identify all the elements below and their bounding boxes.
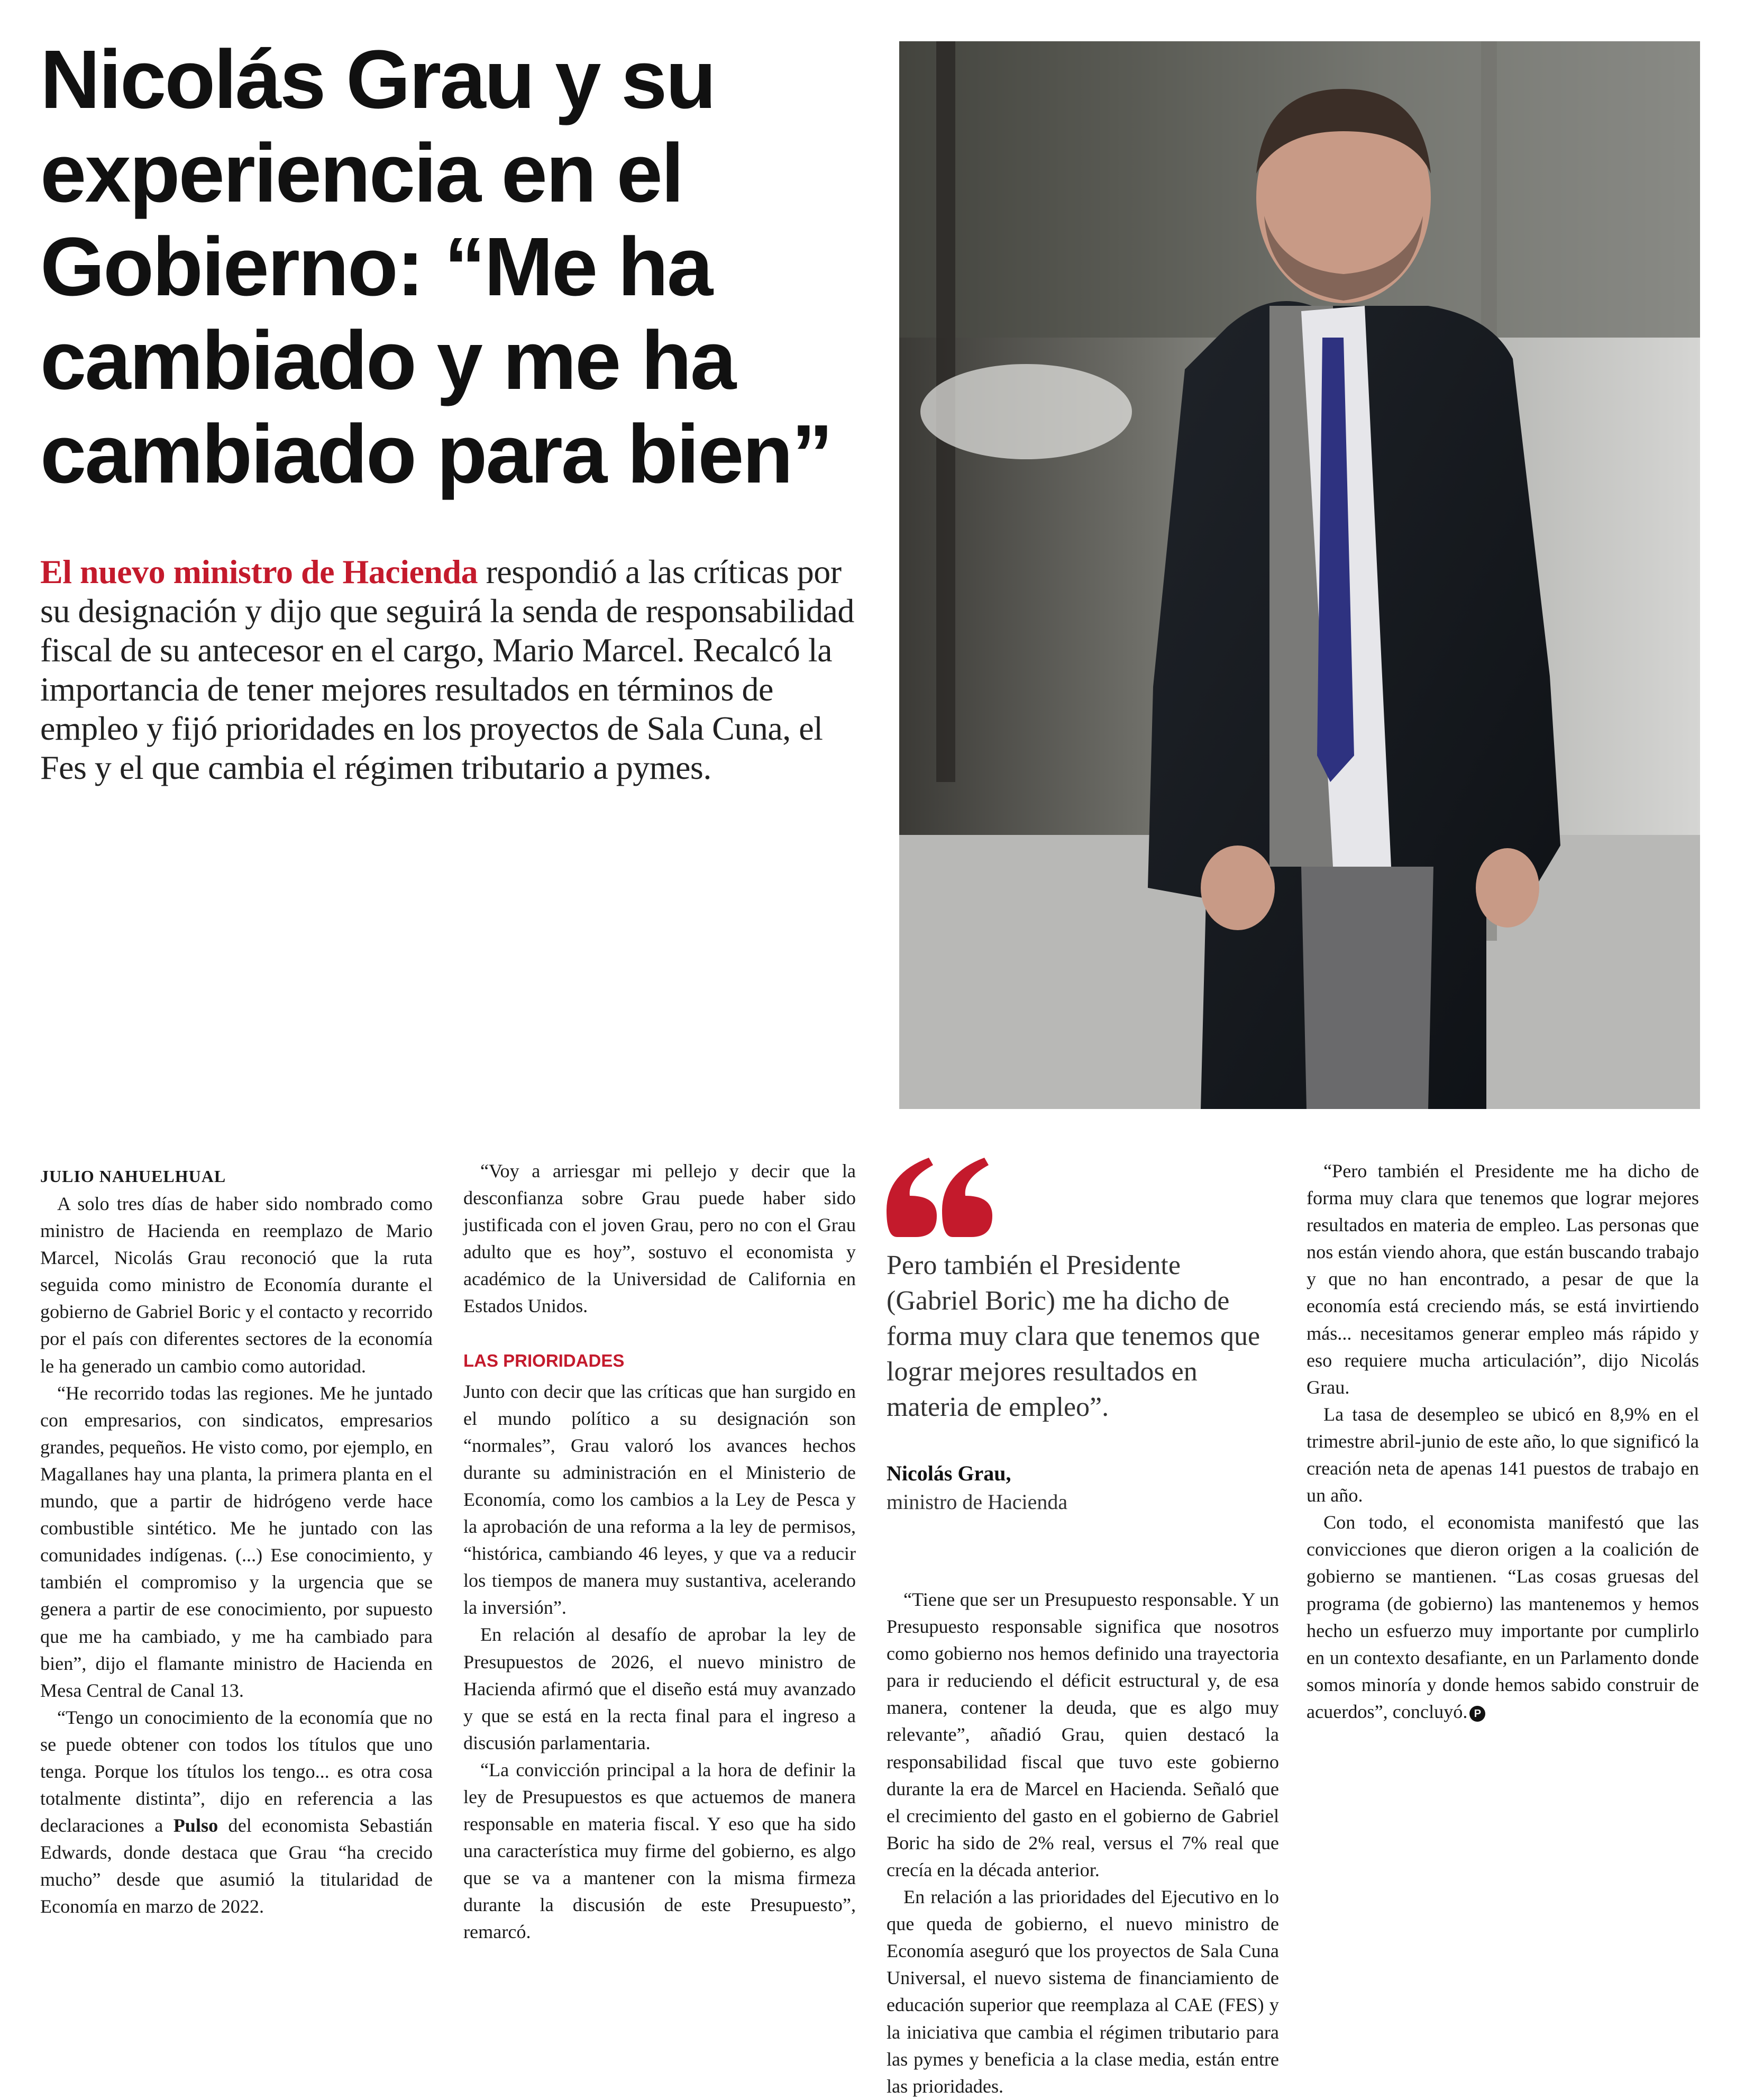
subhead-prioridades: LAS PRIORIDADES <box>463 1350 625 1370</box>
paragraph-6: En relación al desafío de aprobar la ley de Presupuestos de 2026, el nuevo ministro de Hacienda afirmó que el diseño está muy avanzado y que se está en la recta final para el ingreso a discusión parlamentaria. <box>463 1624 856 1753</box>
deck <box>40 552 865 787</box>
paragraph-1: A solo tres días de haber sido nombrado como ministro de Hacienda en reemplazo de Mario Marcel, Nicolás Grau reconoció que la ruta seguida como ministro de Economía durante el gobierno de Gabriel Boric y el contacto y recorrido por el país con diferentes sectores de la economía le ha generado un cambio como autoridad. <box>40 1193 433 1377</box>
paragraph-3-part-b: del economista Sebastián Edwards, donde destaca que Grau “ha crecido mucho” desde que asumió la titularidad de Economía en marzo de 2022. <box>40 1815 433 1917</box>
body-column-2 <box>463 1158 856 2068</box>
paragraph-11: La tasa de desempleo se ubicó en 8,9% en el trimestre abril-junio de este año, lo que significó la creación neta de apenas 141 puestos de trabajo en un año. <box>1307 1403 1699 1506</box>
pull-quote-author: Nicolás Grau, <box>887 1461 1011 1485</box>
paragraph-7: “La convicción principal a la hora de definir la ley de Presupuestos es que actuemos de manera responsable en materia fiscal. Y eso que ha sido una característica muy firme del gobierno, es algo que se va a mantener con la misma firmeza durante la discusión de este Presupuesto”, remarcó. <box>463 1759 856 1943</box>
body-column-3 <box>887 1586 1279 2097</box>
pulso-name: Pulso <box>173 1815 218 1837</box>
headline: Nicolás Grau y su experiencia en el Gobierno: “Me ha cambiado y me ha cambiado para bien” <box>40 33 832 501</box>
byline: JULIO NAHUELHUAL <box>40 1167 226 1186</box>
deck-text: respondió a las críticas por su designación y dijo que seguirá la senda de responsabilidad fiscal de su antecesor en el cargo, Mario Marcel. Recalcó la importancia de tener mejores resultados en términos de empleo y fijó prioridades en los proyectos de Sala Cuna, el Fes y el que cambia el régimen tributario a pymes. <box>40 553 854 786</box>
paragraph-8: “Tiene que ser un Presupuesto responsable. Y un Presupuesto responsable significa que nosotros como gobierno nos hemos definido una trayectoria para ir reduciendo el déficit estructural y, de esa manera, contener la deuda, que es algo muy relevante”, añadió Grau, quien destacó la responsabilidad fiscal que tuvo este gobierno durante la era de Marcel en Hacienda. Señaló que el crecimiento del gasto en el gobierno de Gabriel Boric ha sido de 2% real, versus el 7% real que crecía en la década anterior. <box>887 1589 1279 1880</box>
paragraph-2: “He recorrido todas las regiones. Me he juntado con empresarios, con sindicatos, empresarios grandes, pequeños. He visto como, por ejemplo, en Magallanes hay una planta, la primera planta en el mundo, que a partir de hidrógeno verde hace combustible sintético. Me he juntado con las comunidades indígenas. (...) Ese conocimiento, y también el compromiso y la urgencia que se genera a partir de ese conocimiento, por supuesto que me ha cambiado, y me ha cambiado para bien”, dijo el flamante ministro de Hacienda en Mesa Central de Canal 13. <box>40 1382 433 1701</box>
pull-quote-attribution <box>887 1459 1267 1516</box>
paragraph-12 <box>1307 1509 1699 1725</box>
article-photo <box>899 41 1700 1109</box>
paragraph-3 <box>40 1704 433 1921</box>
paragraph-12-text: Con todo, el economista manifestó que las convicciones que dieron origen a la coalición de gobierno se mantienen. “Las cosas gruesas del programa (de gobierno) las mantenemos y hemos hecho un esfuerzo muy importante por cumplirlo en un contexto desafiante, en un Parlamento donde somos minoría y donde hemos sabido construir de acuerdos”, concluyó. <box>1307 1512 1699 1722</box>
body-column-4 <box>1307 1158 1699 2068</box>
paragraph-3-part-a: “Tengo un conocimiento de la economía que no se puede obtener con todos los títulos que uno tenga. Porque los títulos los tengo... es otra cosa totalmente distinta”, dijo en referencia a las declaraciones a <box>40 1706 433 1837</box>
pull-quote <box>887 1158 1279 1528</box>
photo-illustration <box>899 41 1700 1109</box>
deck-lead: El nuevo ministro de Hacienda <box>40 553 478 590</box>
paragraph-10: “Pero también el Presidente me ha dicho de forma muy clara que tenemos que lograr mejores resultados en materia de empleo. Las personas que nos están viendo ahora, que están buscando trabajo y que no han encontrado, a pesar de que la economía está creciendo más, se está invirtiendo más... necesitamos generar empleo más rápido y eso requiere mucha articulación”, dijo Nicolás Grau. <box>1307 1160 1699 1398</box>
paragraph-5: Junto con decir que las críticas que han surgido en el mundo político a su designación son “normales”, Grau valoró los avances hechos durante su administración en el Ministerio de Economía, como los cambios a la Ley de Pesca y la aprobación de una reforma a la ley de permisos, “histórica, cambiando 46 leyes, y que va a reducir los tiempos de manera muy sustantiva, acelerando la inversión”. <box>463 1380 856 1619</box>
pulso-endmark-icon: P <box>1469 1706 1485 1722</box>
paragraph-9: En relación a las prioridades del Ejecutivo en lo que queda de gobierno, el nuevo ministro de Economía aseguró que los proyectos de Sala Cuna Universal, el nuevo sistema de financiamiento de educación superior que reemplaza al CAE (FES) y la iniciativa que cambia el régimen tributario para las pymes y beneficia a la clase media, están entre las prioridades. <box>887 1886 1279 2097</box>
quote-icon <box>887 1158 998 1237</box>
pull-quote-role: ministro de Hacienda <box>887 1490 1068 1514</box>
paragraph-4: “Voy a arriesgar mi pellejo y decir que la desconfianza sobre Grau puede haber sido justificada con el joven Grau, pero no con el Grau adulto que es hoy”, sostuvo el economista y académico de la Universidad de California en Estados Unidos. <box>463 1160 856 1317</box>
body-column-1 <box>40 1158 433 2068</box>
pull-quote-text: Pero también el Presidente (Gabriel Boric) me ha dicho de forma muy clara que tenemos que lograr mejores resultados en materia de empleo”. <box>887 1250 1260 1422</box>
